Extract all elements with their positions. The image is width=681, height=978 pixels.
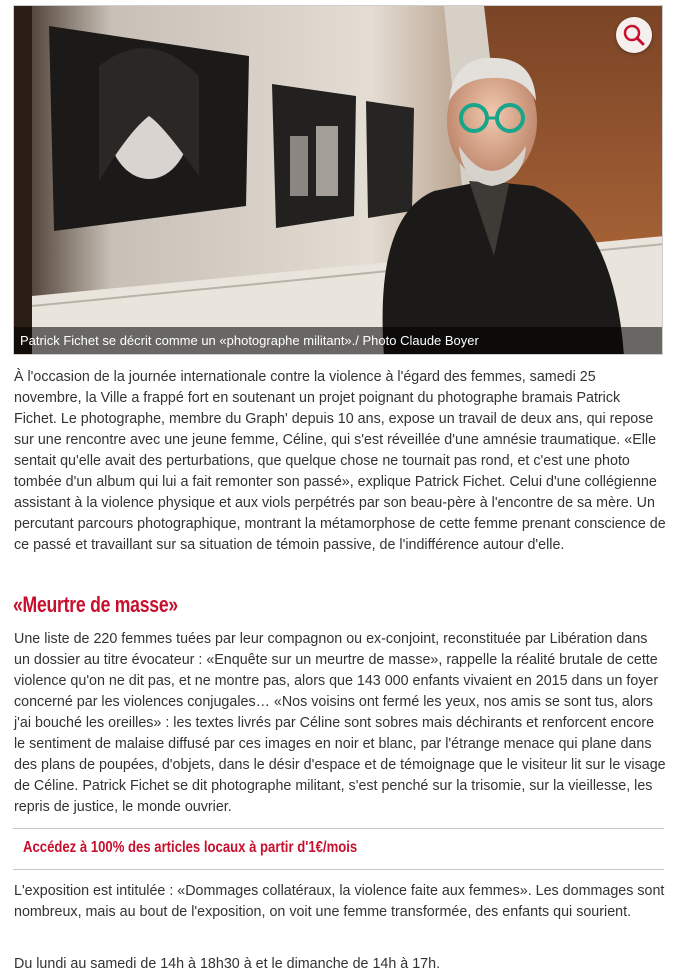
article-photo[interactable] <box>13 5 663 355</box>
article-paragraph-4: Du lundi au samedi de 14h à 18h30 à et le dimanche de 14h à 17h. <box>14 956 441 972</box>
photo-caption: Patrick Fichet se décrit comme un «photographe militant»./ Photo Claude Boyer <box>14 327 662 354</box>
magnifier-icon <box>622 23 646 47</box>
zoom-button[interactable] <box>616 17 652 53</box>
subscription-banner <box>13 828 664 870</box>
section-heading: «Meurtre de masse» <box>13 592 178 617</box>
photo-illustration <box>14 6 663 355</box>
article-paragraph-3: L'exposition est intitulée : «Dommages collatéraux, la violence faite aux femmes». Les dommages sont nombreux, mais au bout de l'exposition, on voit une femme transformée, des enfants qui sourient. <box>14 883 665 920</box>
article-paragraph-1: À l'occasion de la journée internationale contre la violence à l'égard des femmes, samedi 25 novembre, la Ville a frappé fort en soutenant un projet poignant du photographe bramais Patrick Fichet. Le photographe, membre du Graph' depuis 10 ans, expose un travail de deux ans, qui repose sur une rencontre avec une jeune femme, Céline, qui s'est réveillée d'une amnésie traumatique. «Elle sentait qu'elle avait des perturbations, que quelque chose ne tournait pas rond, et c'est une photo tombée d'un album qui lui a fait remonter son passé», explique Patrick Fichet. Celui d'une collégienne assistant à la violence physique et aux viols perpétrés par son beau-père à l'encontre de sa mère. Un percutant parcours photographique, montrant la métamorphose de cette femme prenant conscience de ce passé et travaillant sur sa situation de témoin passive, de l'indifférence autour d'elle. <box>14 369 666 553</box>
subscription-link[interactable]: Accédez à 100% des articles locaux à partir d'1€/mois <box>23 839 358 856</box>
article-paragraph-2: Une liste de 220 femmes tuées par leur compagnon ou ex-conjoint, reconstituée par Libération dans un dossier au titre évocateur : «Enquête sur un meurtre de masse», rappelle la réalité brutale de cette violence qu'on ne dit pas, et ne montre pas, alors que 143 000 enfants vivaient en 2015 dans un foyer concerné par les violences conjugales… «Nos voisins ont fermé les yeux, nos amis se sont tus, alors j'ai bouché les oreilles» : les textes livrés par Céline sont sobres mais déchirants et renforcent encore le sentiment de malaise diffusé par ces images en noir et blanc, par l'étrange menace qui plane dans des plans de poupées, d'objets, dans le désir d'espace et de témoignage que le visiteur lit sur le visage de Céline. Patrick Fichet se dit photographe militant, s'est penché sur la trisomie, sur la vieillesse, les repris de justice, le monde ouvrier. <box>14 631 666 815</box>
